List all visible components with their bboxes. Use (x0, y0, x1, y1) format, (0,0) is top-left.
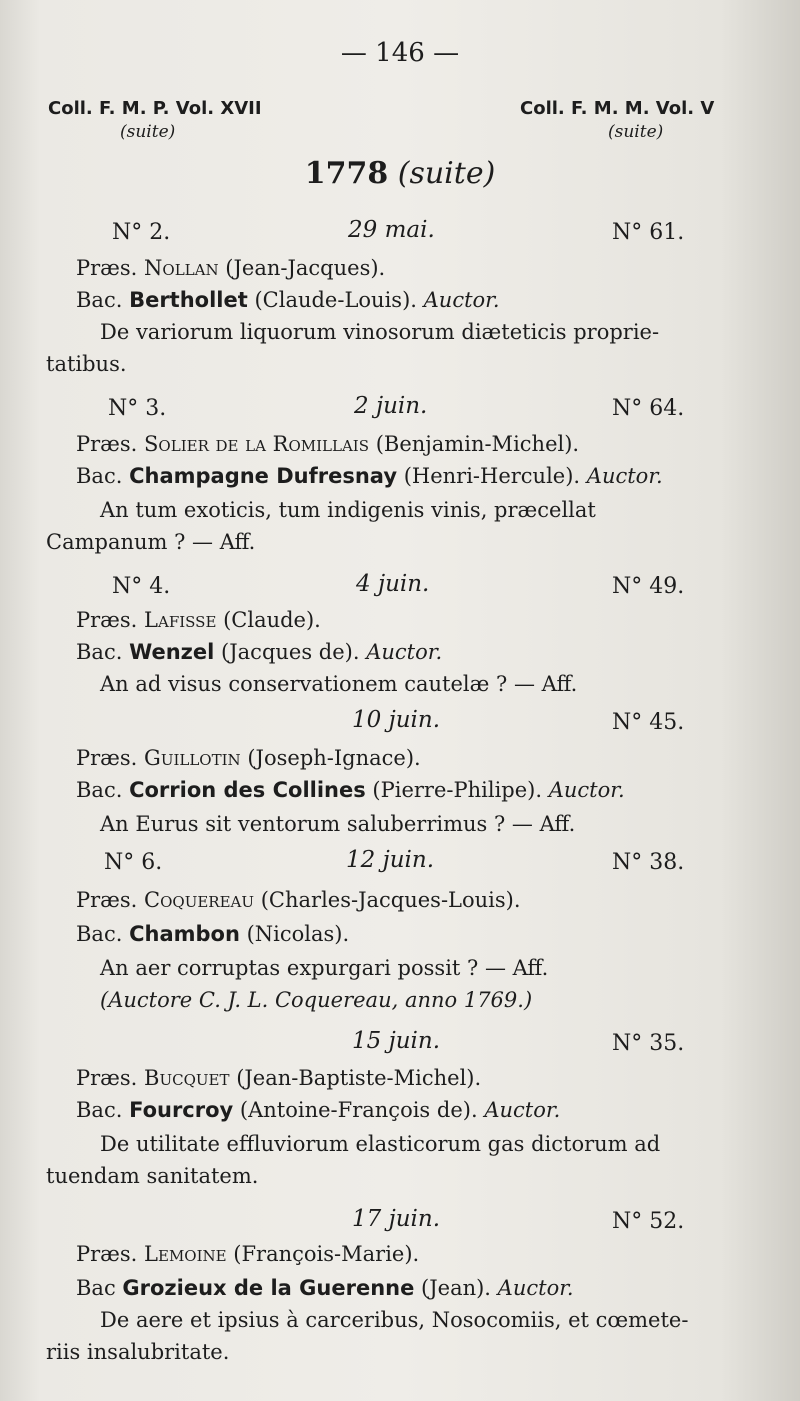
praeses-line: Præs. Bucquet (Jean-Baptiste-Michel). (76, 1066, 482, 1090)
thesis-title-line: De variorum liquorum vinosorum diæteticis proprie- (100, 320, 660, 344)
header-right: Coll. F. M. M. Vol. V (520, 98, 715, 119)
thesis-title-line: tuendam sanitatem. (46, 1164, 259, 1188)
praeses-line: Præs. Lafisse (Claude). (76, 608, 321, 632)
entry-date: 12 juin. (346, 847, 435, 873)
thesis-title-line: An aer corruptas expurgari possit ? — Aff. (100, 956, 549, 980)
baccalaureus-name: Wenzel (129, 640, 215, 664)
entry-date: 15 juin. (352, 1028, 441, 1054)
thesis-title-line: riis insalubritate. (46, 1340, 230, 1364)
entry-number: N° 6. (104, 850, 163, 875)
entry-ref: N° 64. (612, 396, 685, 421)
thesis-title-line: An tum exoticis, tum indigenis vinis, præcellat (100, 498, 596, 522)
baccalaureus-line: Bac. Berthollet (Claude-Louis). Auctor. (76, 288, 500, 312)
praeses-name: Solier de la Romillais (144, 432, 370, 456)
page-number: — 146 — (340, 38, 460, 68)
praeses-name: Lemoine (144, 1242, 227, 1266)
entry-date: 29 mai. (348, 217, 435, 243)
header-right-sub: (suite) (608, 122, 664, 142)
thesis-title-line: De aere et ipsius à carceribus, Nosocomiis, et cœmete- (100, 1308, 689, 1332)
entry-ref: N° 52. (612, 1209, 685, 1234)
baccalaureus-name: Fourcroy (129, 1098, 234, 1122)
baccalaureus-line: Bac. Fourcroy (Antoine-François de). Auctor. (76, 1098, 561, 1122)
baccalaureus-line: Bac Grozieux de la Guerenne (Jean). Auctor. (76, 1276, 574, 1300)
thesis-title-line: tatibus. (46, 352, 127, 376)
praeses-line: Præs. Coquereau (Charles-Jacques-Louis). (76, 888, 521, 912)
year-sub: (suite) (397, 156, 496, 191)
baccalaureus-line: Bac. Corrion des Collines (Pierre-Philipe). Auctor. (76, 778, 625, 802)
entry-ref: N° 45. (612, 710, 685, 735)
thesis-title-line: De utilitate effluviorum elasticorum gas dictorum ad (100, 1132, 661, 1156)
entry-date: 10 juin. (352, 707, 441, 733)
header-left: Coll. F. M. P. Vol. XVII (48, 98, 262, 119)
praeses-line: Præs. Guillotin (Joseph-Ignace). (76, 746, 421, 770)
thesis-title-line: Campanum ? — Aff. (46, 530, 256, 554)
baccalaureus-name: Champagne Dufresnay (129, 464, 398, 488)
baccalaureus-name: Berthollet (129, 288, 248, 312)
entry-number: N° 3. (108, 396, 167, 421)
praeses-name: Lafisse (144, 608, 217, 632)
entry-date: 17 juin. (352, 1206, 441, 1232)
year: 1778 (304, 156, 389, 191)
entry-date: 2 juin. (354, 393, 428, 419)
thesis-title-line: (Auctore C. J. L. Coquereau, anno 1769.) (100, 988, 533, 1012)
praeses-line: Præs. Lemoine (François-Marie). (76, 1242, 420, 1266)
entry-number: N° 2. (112, 220, 171, 245)
header-left-sub: (suite) (120, 122, 176, 142)
baccalaureus-name: Chambon (129, 922, 240, 946)
thesis-title-line: An ad visus conservationem cautelæ ? — Aff. (100, 672, 578, 696)
baccalaureus-line: Bac. Chambon (Nicolas). (76, 922, 350, 946)
baccalaureus-name: Grozieux de la Guerenne (122, 1276, 415, 1300)
entry-ref: N° 49. (612, 574, 685, 599)
praeses-name: Coquereau (144, 888, 255, 912)
praeses-name: Nollan (144, 256, 219, 280)
entry-ref: N° 35. (612, 1031, 685, 1056)
thesis-title-line: An Eurus sit ventorum saluberrimus ? — Aff. (100, 812, 576, 836)
baccalaureus-name: Corrion des Collines (129, 778, 366, 802)
year-heading (0, 156, 800, 191)
baccalaureus-line: Bac. Champagne Dufresnay (Henri-Hercule). Auctor. (76, 464, 663, 488)
entry-ref: N° 61. (612, 220, 685, 245)
entry-number: N° 4. (112, 574, 171, 599)
praeses-name: Bucquet (144, 1066, 230, 1090)
praeses-line: Præs. Nollan (Jean-Jacques). (76, 256, 386, 280)
baccalaureus-line: Bac. Wenzel (Jacques de). Auctor. (76, 640, 443, 664)
praeses-line: Præs. Solier de la Romillais (Benjamin-Michel). (76, 432, 580, 456)
entry-date: 4 juin. (356, 571, 430, 597)
entry-ref: N° 38. (612, 850, 685, 875)
praeses-name: Guillotin (144, 746, 241, 770)
